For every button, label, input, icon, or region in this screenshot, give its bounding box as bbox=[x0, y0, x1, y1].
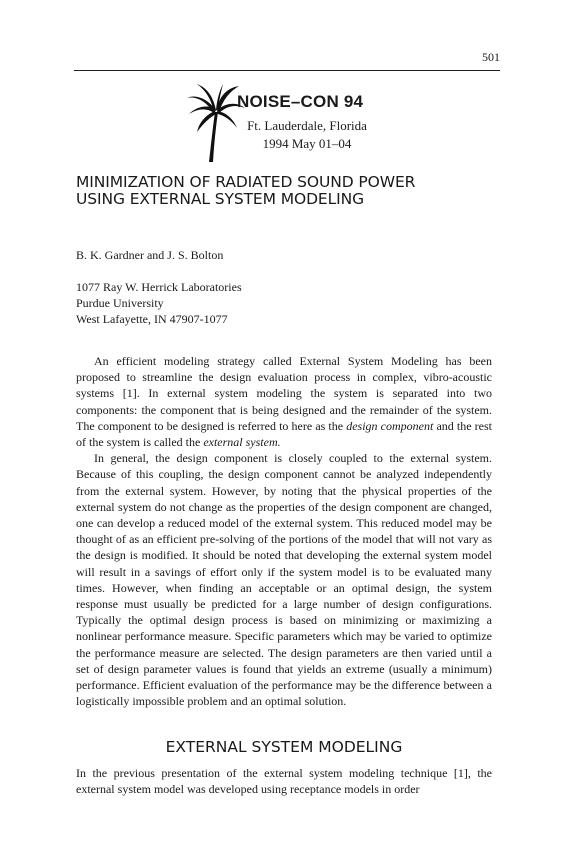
header-rule bbox=[74, 70, 500, 71]
external-system-term: external system. bbox=[203, 435, 281, 450]
affiliation-line: Purdue University bbox=[76, 296, 164, 310]
section-paragraph: In the previous presentation of the external system modeling technique [1], the external system model was developed using receptance models in order bbox=[76, 766, 492, 797]
paper-title-line-1: MINIMIZATION OF RADIATED SOUND POWER bbox=[76, 173, 416, 191]
section-body bbox=[76, 765, 492, 797]
paper-title-line-2: USING EXTERNAL SYSTEM MODELING bbox=[76, 190, 365, 208]
conference-name: NOISE–CON 94 bbox=[237, 92, 364, 111]
abstract-text: An efficient modeling strategy called External System Modeling has been proposed to streamline the design evaluation process in complex, vibro-acoustic systems [1]. In external system modeling the system is separated into two components: the component that is being designed and the remainder of the system. The component to be designed is referred to here as the bbox=[76, 354, 492, 433]
affiliation-line: 1077 Ray W. Herrick Laboratories bbox=[76, 280, 242, 294]
abstract-paragraph-1 bbox=[76, 353, 492, 450]
abstract bbox=[76, 353, 492, 709]
abstract-text: and the rest of the system is called the bbox=[76, 418, 493, 450]
section-heading: EXTERNAL SYSTEM MODELING bbox=[165, 738, 403, 756]
page-number: 501 bbox=[482, 50, 500, 64]
abstract-paragraph-2: In general, the design component is closely coupled to the external system. Because of this coupling, the design component cannot be analyzed independently from the external system. However, by noting that the physical properties of the external system do not change as the properties of the design component are changed, one can develop a reduced model of the external system. This reduced model may be thought of as an efficient pre-solving of the portions of the model that will not vary as the design is modified. It should be noted that developing the external system model will result in a savings of effort only if the system model is to be evaluated many times. However, when finding an acceptable or an optimal design, the system response must usually be predicted for a large number of design configurations. Typically the optimal design process is based on minimizing or maximizing a nonlinear performance measure. Specific parameters which may be varied to optimize the performance measure are selected. The design parameters are then varied until a set of design parameter values is found that yields an extreme (usually a minimum) performance. Efficient evaluation of the performance may be the difference between a logistically impossible problem and an optimal solution. bbox=[76, 451, 492, 709]
conference-logo-block bbox=[185, 82, 425, 164]
design-component-term: design component bbox=[346, 418, 434, 433]
authors: B. K. Gardner and J. S. Bolton bbox=[76, 248, 224, 262]
affiliation-line: West Lafayette, IN 47907-1077 bbox=[76, 312, 228, 326]
conference-place: Ft. Lauderdale, Florida bbox=[247, 118, 367, 133]
paper-title bbox=[76, 174, 506, 208]
conference-date: 1994 May 01–04 bbox=[262, 136, 352, 151]
affiliation bbox=[76, 279, 242, 327]
